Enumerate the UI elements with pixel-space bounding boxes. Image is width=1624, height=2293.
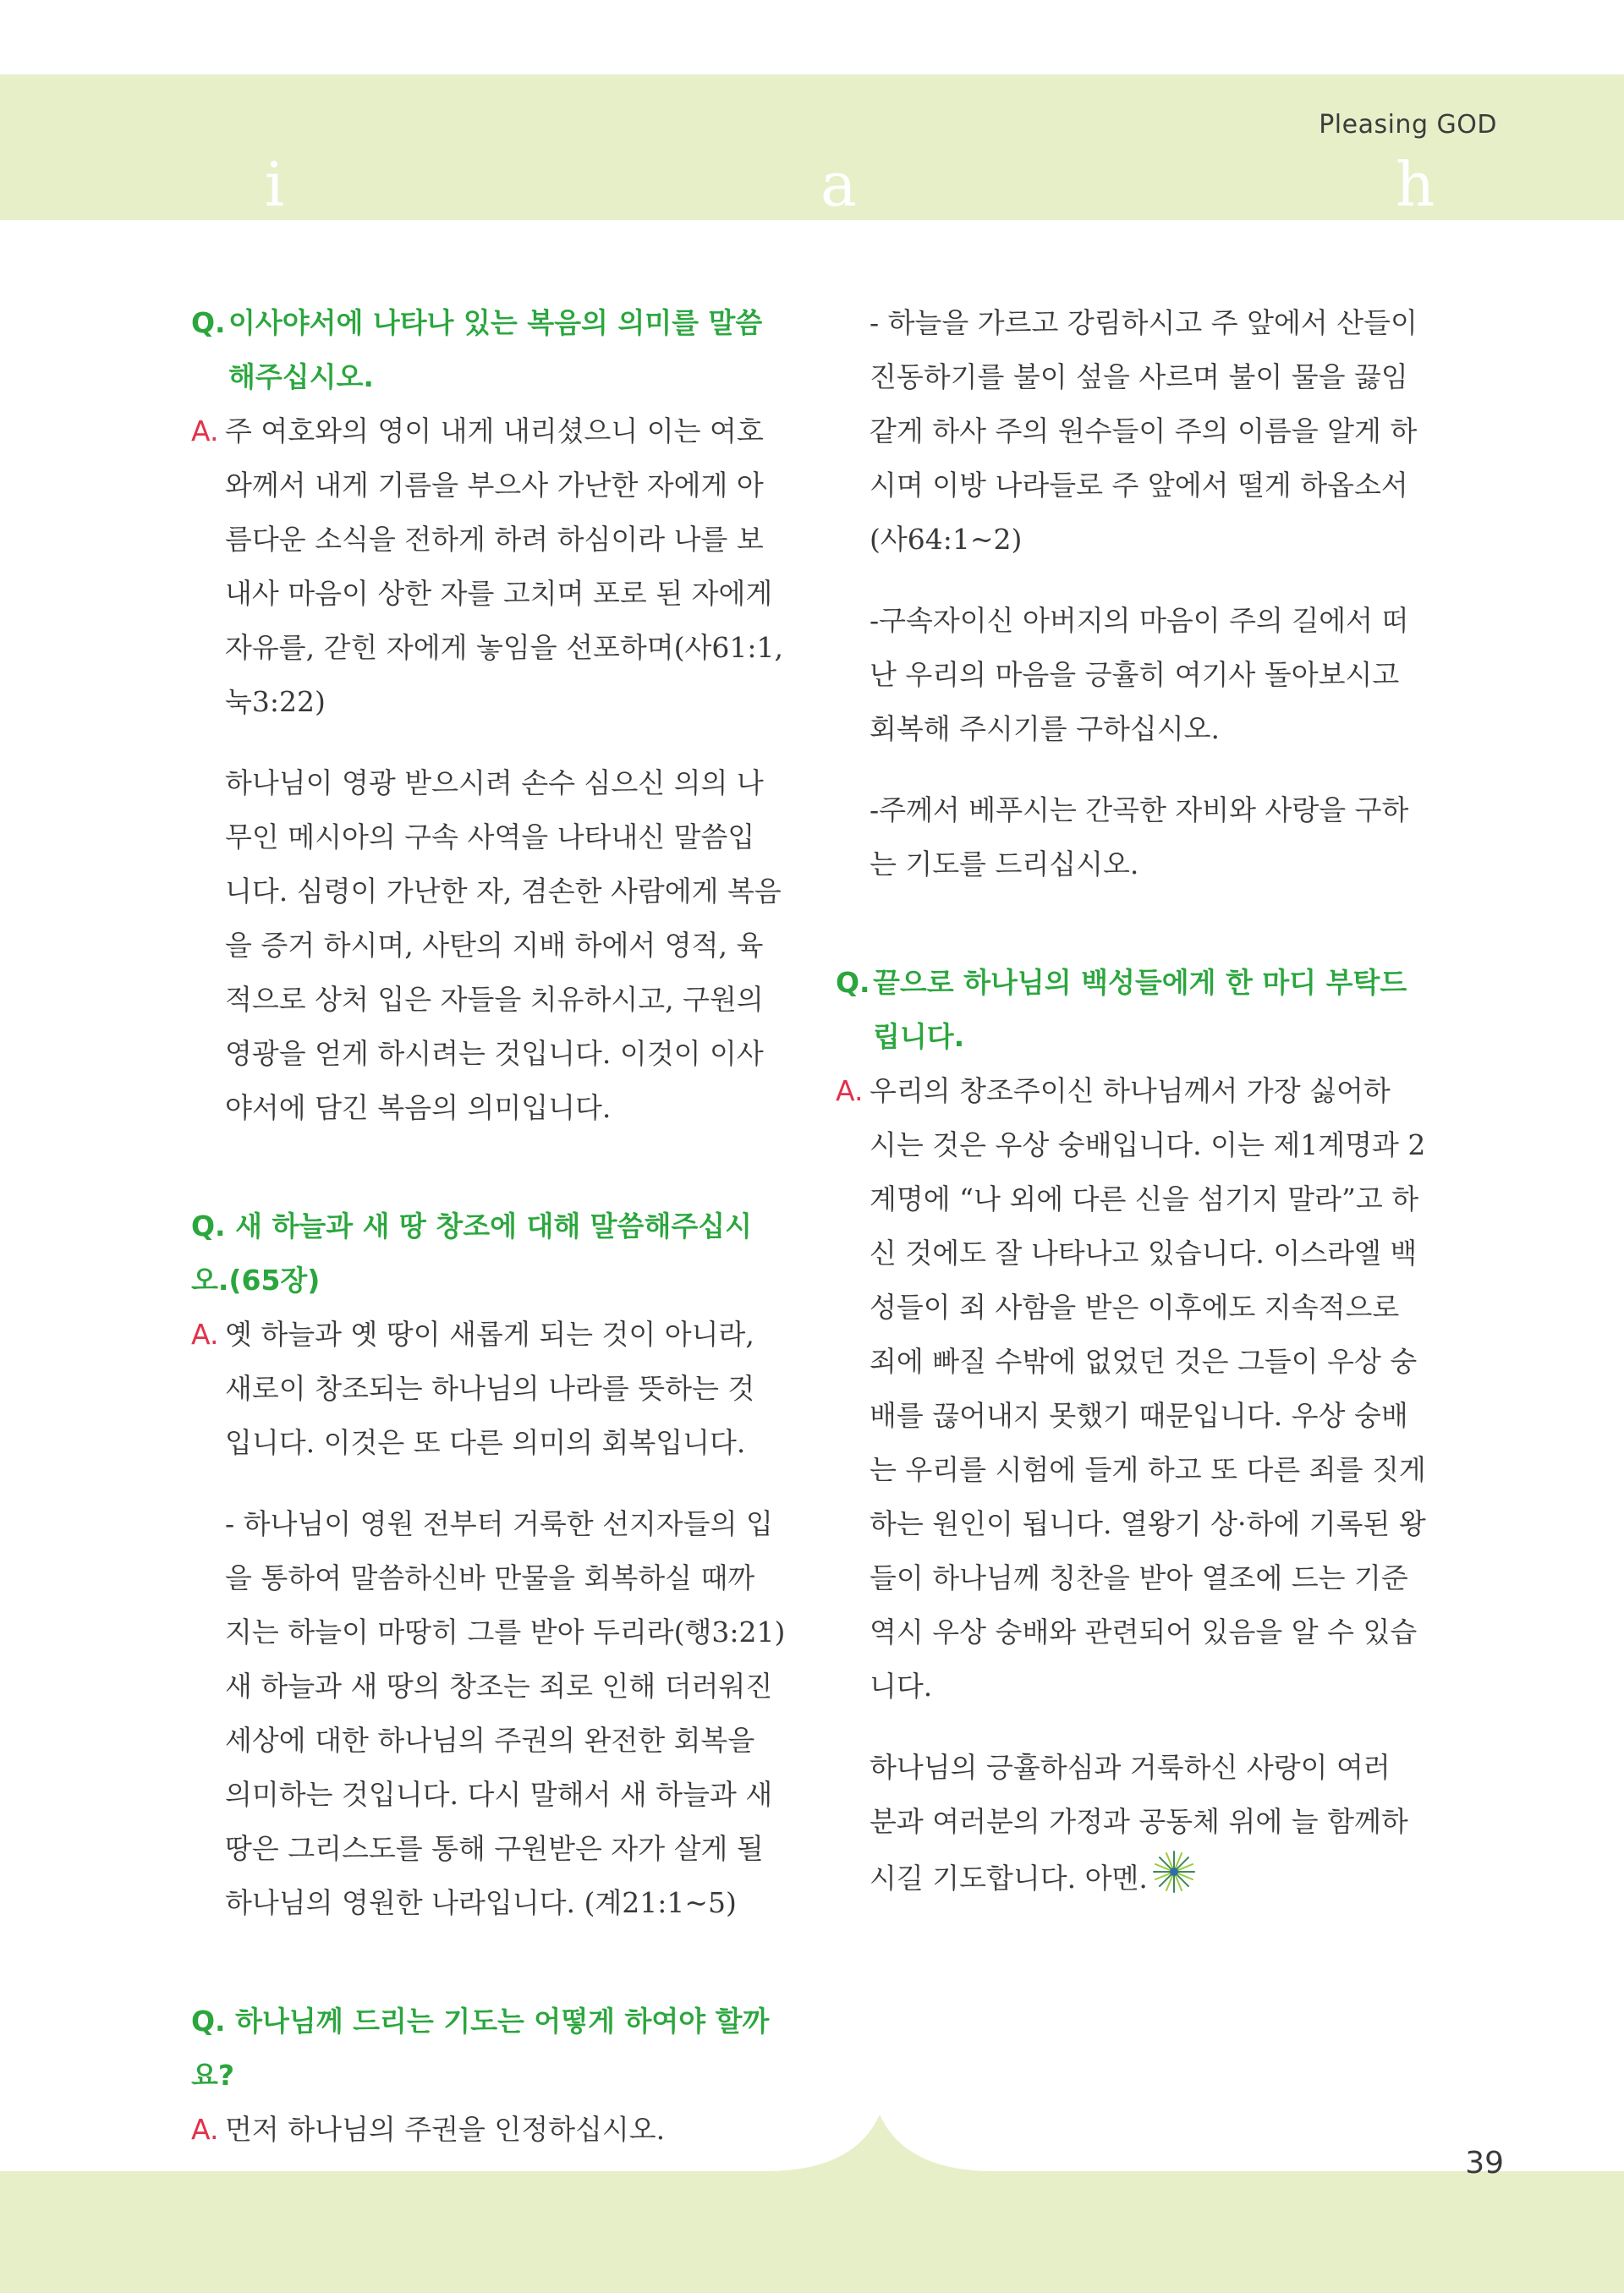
header-letter-i: i [265,149,285,220]
answer-line: 하는 원인이 됩니다. 열왕기 상·하에 기록된 왕 [870,1507,1426,1540]
text-line: 하나님의 긍휼하심과 거룩하신 사랑이 여러 [870,1751,1391,1784]
answer-marker: A. [191,1318,219,1351]
text-line: 영광을 얻게 하시려는 것입니다. 이것이 이사 [225,1037,764,1070]
answer-new-heaven [191,1308,792,1470]
text-line: 을 통하여 말씀하신바 만물을 회복하실 때까 [225,1561,755,1594]
answer-line: 자유를, 갇힌 자에게 놓임을 선포하며(사61:1, [225,631,783,664]
header-band [0,74,1624,220]
question-final-words [836,956,1436,1064]
answer-line: 역시 우상 숭배와 관련되어 있음을 알 수 있습 [870,1616,1418,1648]
text-line: - 하나님이 영원 전부터 거룩한 선지자들의 입 [225,1507,773,1540]
question-marker: Q. [191,306,226,339]
right-column [836,296,1436,1906]
answer-final-words [836,1064,1436,1714]
header-title: Pleasing GOD [1319,110,1497,140]
question-line: 끝으로 하나님의 백성들에게 한 마디 부탁드 [873,966,1407,999]
text-line: 는 기도를 드리십시오. [870,848,1139,880]
answer-gospel [191,404,792,729]
paragraph-prayer-3 [836,783,1436,891]
question-marker: Q. [836,966,870,999]
question-marker: Q. [191,1210,226,1242]
text-line: 회복해 주시기를 구하십시오. [870,712,1221,745]
question-marker: Q. [191,2005,226,2038]
text-line: 을 증거 하시며, 사탄의 지배 하에서 영적, 육 [225,929,764,962]
answer-marker: A. [191,2113,219,2146]
answer-line: 우리의 창조주이신 하나님께서 가장 싫어하 [870,1074,1391,1107]
text-line: 난 우리의 마음을 긍휼히 여기사 돌아보시고 [870,658,1400,691]
header-letter-a: a [820,149,857,220]
answer-line: 니다. [870,1670,933,1703]
text-line: 분과 여러분의 가정과 공동체 위에 늘 함께하 [870,1805,1408,1838]
text-line: 니다. 심령이 가난한 자, 겸손한 사람에게 복음 [225,875,782,908]
answer-line: 성들이 죄 사함을 받은 이후에도 지속적으로 [870,1291,1400,1324]
text-line: 하나님이 영광 받으시려 손수 심으신 의의 나 [225,766,764,799]
question-gospel [191,296,792,404]
answer-line: 옛 하늘과 옛 땅이 새롭게 되는 것이 아니라, [225,1318,754,1351]
header-letter-h: h [1396,149,1435,220]
answer-line: 들이 하나님께 칭찬을 받아 열조에 드는 기준 [870,1561,1408,1594]
text-line: 시며 이방 나라들로 주 앞에서 떨게 하옵소서 [870,469,1408,502]
text-line: 야서에 담긴 복음의 의미입니다. [225,1091,612,1124]
answer-line: 눅3:22) [225,685,326,718]
answer-line: 는 우리를 시험에 들게 하고 또 다른 죄를 짓게 [870,1453,1426,1486]
text-line: 하나님의 영원한 나라입니다. (계21:1~5) [225,1886,737,1919]
paragraph-prayer-2 [836,594,1436,756]
paragraph-gospel-meaning [191,756,792,1135]
text-line: (사64:1~2) [870,523,1023,556]
text-line: 지는 하늘이 마땅히 그를 받아 두리라(행3:21) [225,1616,786,1648]
answer-line: 새로이 창조되는 하나님의 나라를 뜻하는 것 [225,1372,755,1405]
answer-line: 내사 마음이 상한 자를 고치며 포로 된 자에게 [225,577,773,610]
qa-new-heaven [191,1199,792,1930]
answer-line: 죄에 빠질 수밖에 없었던 것은 그들이 우상 숭 [870,1345,1418,1378]
answer-line: 와께서 내게 기름을 부으사 가난한 자에게 아 [225,469,764,502]
text-line: - 하늘을 가르고 강림하시고 주 앞에서 산들이 [870,306,1418,339]
left-column [191,296,792,2157]
answer-line: 입니다. 이것은 또 다른 의미의 회복입니다. [225,1426,746,1459]
question-line: 립니다. [873,1020,965,1053]
qa-final-words [836,956,1436,1906]
question-new-heaven [191,1199,792,1308]
answer-line: 신 것에도 잘 나타나고 있습니다. 이스라엘 백 [870,1237,1418,1270]
qa-gospel [191,296,792,1135]
paragraph-blessing [836,1741,1436,1906]
footer-band [0,2171,1624,2293]
text-line: 적으로 상처 입은 자들을 치유하시고, 구원의 [225,983,764,1016]
answer-line: 먼저 하나님의 주권을 인정하십시오. [225,2113,666,2146]
paragraph-prayer-1 [836,296,1436,567]
answer-line: 시는 것은 우상 숭배입니다. 이는 제1계명과 2 [870,1128,1426,1161]
text-line: 무인 메시아의 구속 사역을 나타내신 말씀입 [225,820,755,853]
paragraph-restoration [191,1497,792,1930]
text-line: -구속자이신 아버지의 마음이 주의 길에서 떠 [870,604,1409,637]
text-line: -주께서 베푸시는 간곡한 자비와 사랑을 구하 [870,793,1409,826]
question-line: 새 하늘과 새 땅 창조에 대해 말씀해주십시 [235,1210,752,1242]
qa-prayer [191,1994,792,2157]
answer-line: 주 여호와의 영이 내게 내리셨으니 이는 여호 [225,414,764,447]
text-line: 의미하는 것입니다. 다시 말해서 새 하늘과 새 [225,1778,773,1811]
answer-line: 배를 끊어내지 못했기 때문입니다. 우상 숭배 [870,1399,1408,1432]
text-line: 새 하늘과 새 땅의 창조는 죄로 인해 더러워진 [225,1670,773,1703]
answer-marker: A. [836,1074,864,1107]
text-line: 세상에 대한 하나님의 주권의 완전한 회복을 [225,1724,755,1757]
question-line: 하나님께 드리는 기도는 어떻게 하여야 할까요? [191,2005,770,2092]
text-line: 시길 기도합니다. 아멘. [870,1862,1148,1895]
answer-line: 계명에 “나 외에 다른 신을 섬기지 말라”고 하 [870,1182,1419,1215]
text-line: 진동하기를 불이 섶을 사르며 불이 물을 끓임 [870,360,1408,393]
question-line: 이사야서에 나타나 있는 복음의 의미를 말씀 [228,306,763,339]
text-line: 땅은 그리스도를 통해 구원받은 자가 살게 될 [225,1832,764,1865]
text-line: 같게 하사 주의 원수들이 주의 이름을 알게 하 [870,414,1418,447]
answer-line: 름다운 소식을 전하게 하려 하심이라 나를 보 [225,523,764,556]
page-number: 39 [1465,2146,1504,2181]
question-line: 오.(65장) [191,1264,321,1297]
question-line: 해주십시오. [228,360,374,393]
question-prayer [191,1994,792,2103]
answer-prayer [191,2103,792,2157]
sparkle-ornament-icon [1151,1849,1197,1895]
answer-marker: A. [191,414,219,447]
